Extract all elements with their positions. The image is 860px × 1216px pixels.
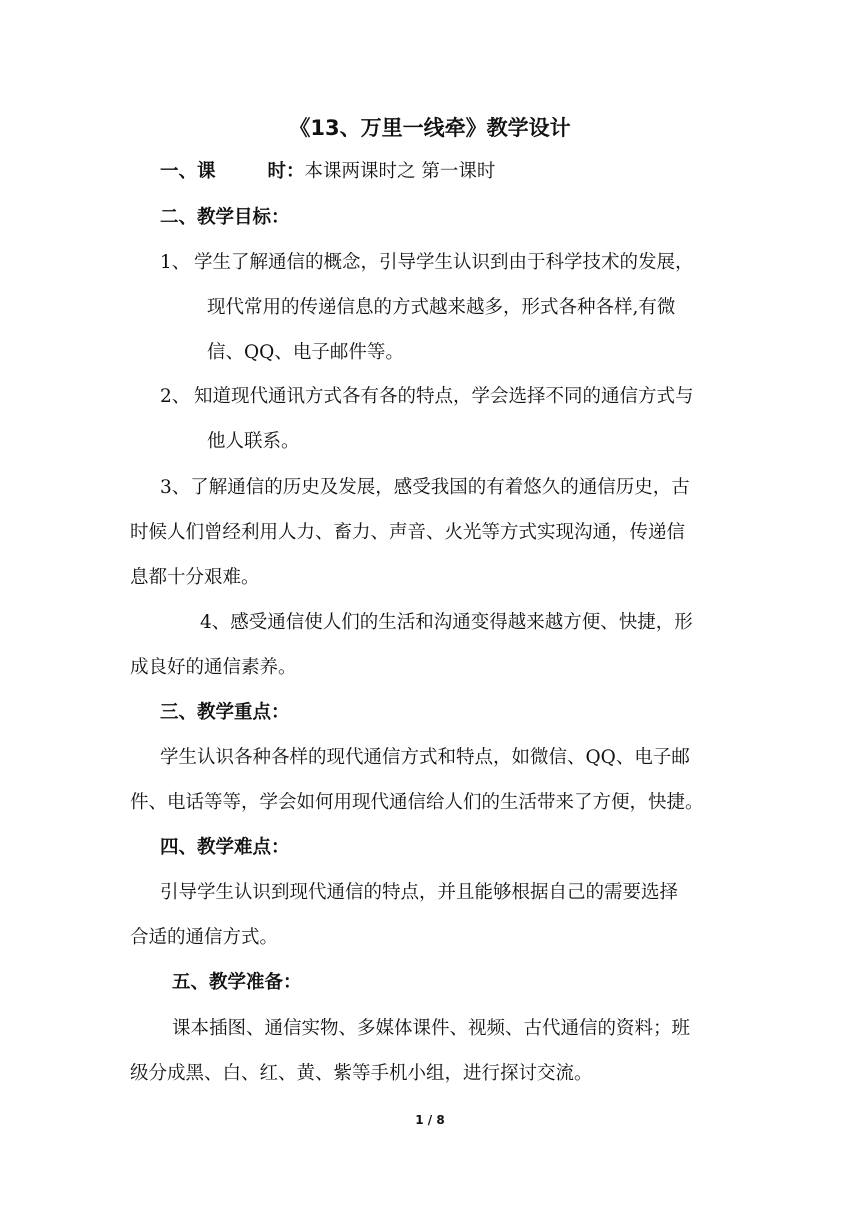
goal-3-line-2: 时候人们曾经利用人力、畜力、声音、火光等方式实现沟通，传递信 bbox=[130, 522, 686, 543]
class-hours-value: 本课两课时之 第一课时 bbox=[304, 161, 496, 182]
goal-3-line-3: 息都十分艰难。 bbox=[130, 567, 260, 588]
focus-heading: 三、教学重点： bbox=[160, 702, 290, 723]
goal-2-text-1: 知道现代通讯方式各有各的特点，学会选择不同的通信方式与 bbox=[194, 386, 694, 407]
goal-2-line-1 bbox=[160, 383, 694, 411]
prep-heading: 五、教学准备： bbox=[172, 972, 302, 993]
goal-2-number: 2、 bbox=[160, 386, 191, 407]
goal-2-line-2: 他人联系。 bbox=[207, 431, 300, 452]
goal-4-line-1: 4、感受通信使人们的生活和沟通变得越来越方便、快捷，形 bbox=[200, 612, 693, 633]
page-number: 1 / 8 bbox=[415, 1113, 445, 1127]
goal-1-number: 1、 bbox=[160, 252, 191, 273]
difficulty-line-2: 合适的通信方式。 bbox=[130, 927, 279, 948]
goal-1-line-2: 现代常用的传递信息的方式越来越多，形式各种各样,有微 bbox=[207, 297, 676, 318]
document-title: 《13、万里一线牵》教学设计 bbox=[289, 116, 571, 140]
goal-4-line-2: 成良好的通信素养。 bbox=[130, 657, 297, 678]
goal-1-text-1: 学生了解通信的概念，引导学生认识到由于科学技术的发展， bbox=[194, 252, 694, 273]
difficulty-line-1: 引导学生认识到现代通信的特点，并且能够根据自己的需要选择 bbox=[160, 882, 679, 903]
focus-line-2: 件、电话等等，学会如何用现代通信给人们的生活带来了方便，快捷。 bbox=[130, 792, 704, 813]
focus-line-1: 学生认识各种各样的现代通信方式和特点，如微信、QQ、电子邮 bbox=[160, 747, 690, 768]
goal-3-line-1: 3、了解通信的历史及发展，感受我国的有着悠久的通信历史，古 bbox=[160, 477, 690, 498]
prep-line-1: 课本插图、通信实物、多媒体课件、视频、古代通信的资料；班 bbox=[172, 1018, 691, 1039]
class-hours-label-a: 一、课 bbox=[160, 161, 216, 182]
goal-1-line-1 bbox=[160, 249, 694, 277]
difficulty-heading: 四、教学难点： bbox=[160, 837, 290, 858]
goal-1-line-3: 信、QQ、电子邮件等。 bbox=[207, 342, 404, 363]
class-hours-line bbox=[160, 158, 495, 186]
goals-heading: 二、教学目标： bbox=[160, 207, 290, 228]
prep-line-2: 级分成黑、白、红、黄、紫等手机小组，进行探讨交流。 bbox=[130, 1063, 593, 1084]
class-hours-label-b: 时： bbox=[267, 161, 305, 182]
